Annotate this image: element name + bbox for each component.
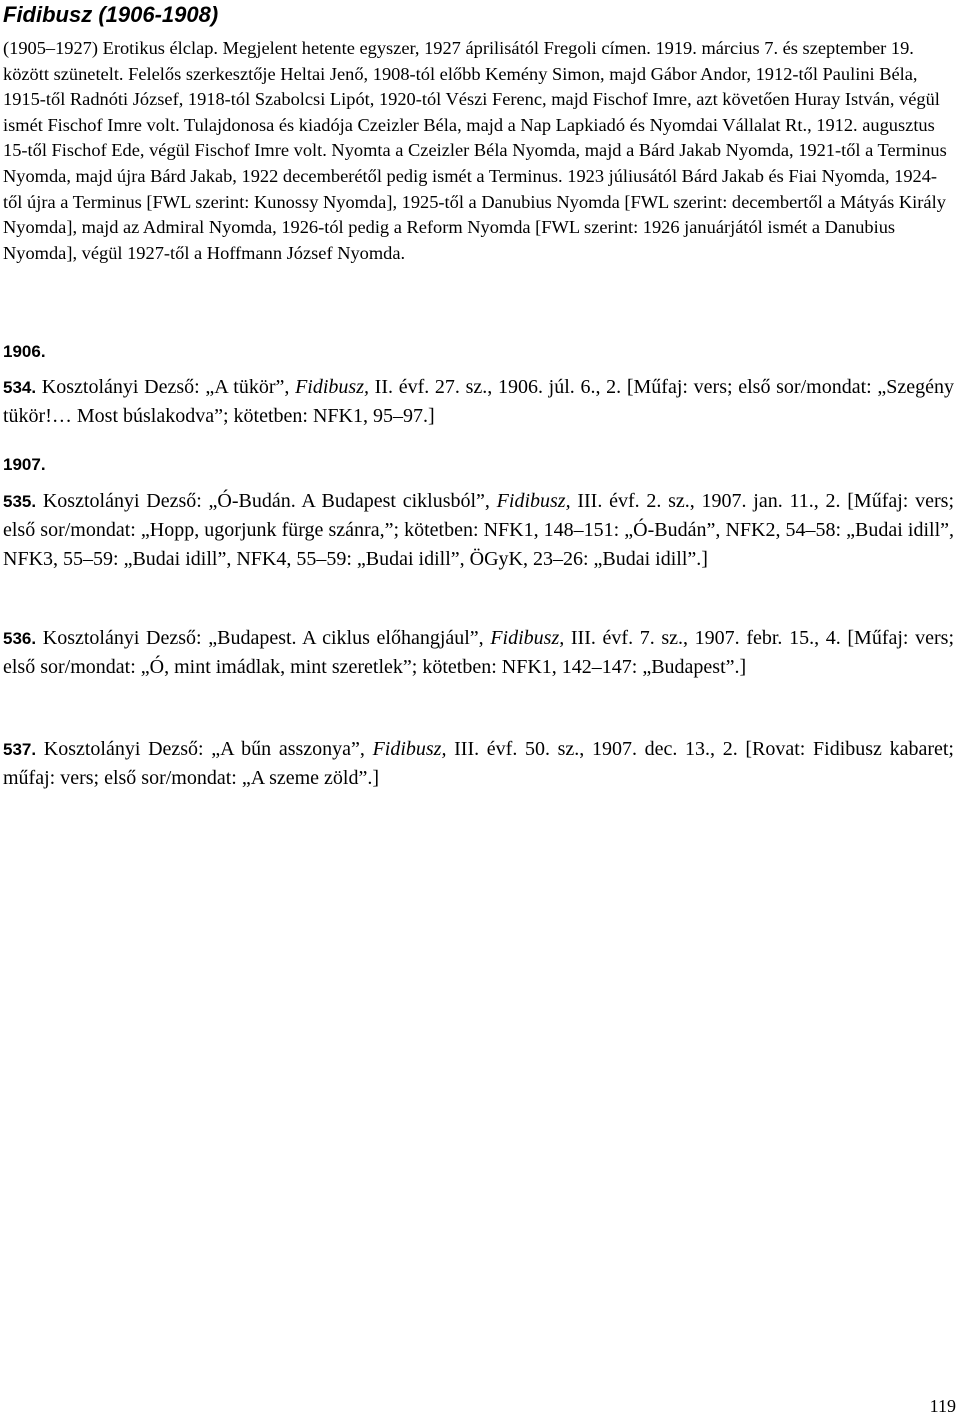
page-title: Fidibusz (1906-1908) [3, 2, 219, 27]
bibliography-entry [3, 624, 954, 682]
entry-text: Kosztolányi Dezső: „A bűn asszonya”, [36, 738, 373, 760]
year-heading-1906: 1906. [3, 342, 46, 361]
entry-number: 536. [3, 629, 37, 648]
journal-name: Fidibusz, [295, 376, 369, 398]
journal-description: (1905–1927) Erotikus élclap. Megjelent hetente egyszer, 1927 áprilisától Fregoli címen. 1919. március 7. és szeptember 19. között szünetelt. Felelős szerkesztője Heltai Jenő, 1908-tól előbb Kemény Simon, majd Gábor Andor, 1912-től Paulini Béla, 1915-től Radnóti József, 1918-tól Szabolcsi Lipót, 1920-tól Vészi Ferenc, majd Fischof Imre, azt követően Huray István, végül ismét Fischof Imre volt. Tulajdonosa és kiadója Czeizler Béla, majd a Nap Lapkiadó és Nyomdai Vállalat Rt., 1912. augusztus 15-től Fischof Ede, végül Fischof Imre volt. Nyomta a Czeizler Béla Nyomda, majd a Bárd Jakab Nyomda, 1921-től a Terminus Nyomda, majd újra Bárd Jakab, 1922 decemberétől pedig ismét a Terminus. 1923 júliusától Bárd Jakab és Fiai Nyomda, 1924-től újra a Terminus [FWL szerint: Kunossy Nyomda], 1925-től a Danubius Nyomda [FWL szerint: decembertől a Mátyás Király Nyomda], majd az Admiral Nyomda, 1926-tól pedig a Reform Nyomda [FWL szerint: 1926 januárjától ismét a Danubius Nyomda], végül 1927-től a Hoffmann József Nyomda. [3, 38, 947, 263]
journal-name: Fidibusz, [372, 738, 447, 760]
bibliography-entry [3, 735, 954, 793]
entry-details: III. évf. 2. sz., 1907. jan. 11., 2. [Műfaj: vers; első sor/mondat: „Hopp, ugorjunk fürge szánra,”; kötetben: NFK1, 148–151: „Ó-Budán”, NFK2, 54–58: „Budai idill”, NFK3, 55–59: „Budai idill”, NFK4, 55–59: „Budai idill”, ÖGyK, 23–26: „Budai idill”.] [3, 490, 955, 570]
bibliography-entry [3, 487, 954, 574]
entry-details: III. évf. 50. sz., 1907. dec. 13., 2. [Rovat: Fidibusz kabaret; műfaj: vers; első sor/mondat: „A szeme zöld”.] [3, 738, 954, 789]
bibliography-entry [3, 373, 954, 431]
page-number: 119 [929, 1396, 956, 1416]
entry-number: 534. [3, 378, 37, 397]
entry-number: 535. [3, 492, 37, 511]
entry-text: Kosztolányi Dezső: „A tükör”, [36, 376, 296, 398]
journal-name: Fidibusz, [490, 627, 565, 649]
entry-details: III. évf. 7. sz., 1907. febr. 15., 4. [Műfaj: vers; első sor/mondat: „Ó, mint imádlak, mint szeretlek”; kötetben: NFK1, 142–147: „Budapest”.] [3, 627, 954, 678]
journal-name: Fidibusz, [496, 490, 571, 512]
year-heading-1907: 1907. [3, 455, 46, 474]
entry-details: II. évf. 27. sz., 1906. júl. 6., 2. [Műfaj: vers; első sor/mondat: „Szegény tükör!… Most búslakodva”; kötetben: NFK1, 95–97.] [3, 376, 955, 427]
entry-number: 537. [3, 740, 37, 759]
entry-text: Kosztolányi Dezső: „Budapest. A ciklus előhangjául”, [36, 627, 491, 649]
entry-text: Kosztolányi Dezső: „Ó-Budán. A Budapest ciklusból”, [36, 490, 497, 512]
